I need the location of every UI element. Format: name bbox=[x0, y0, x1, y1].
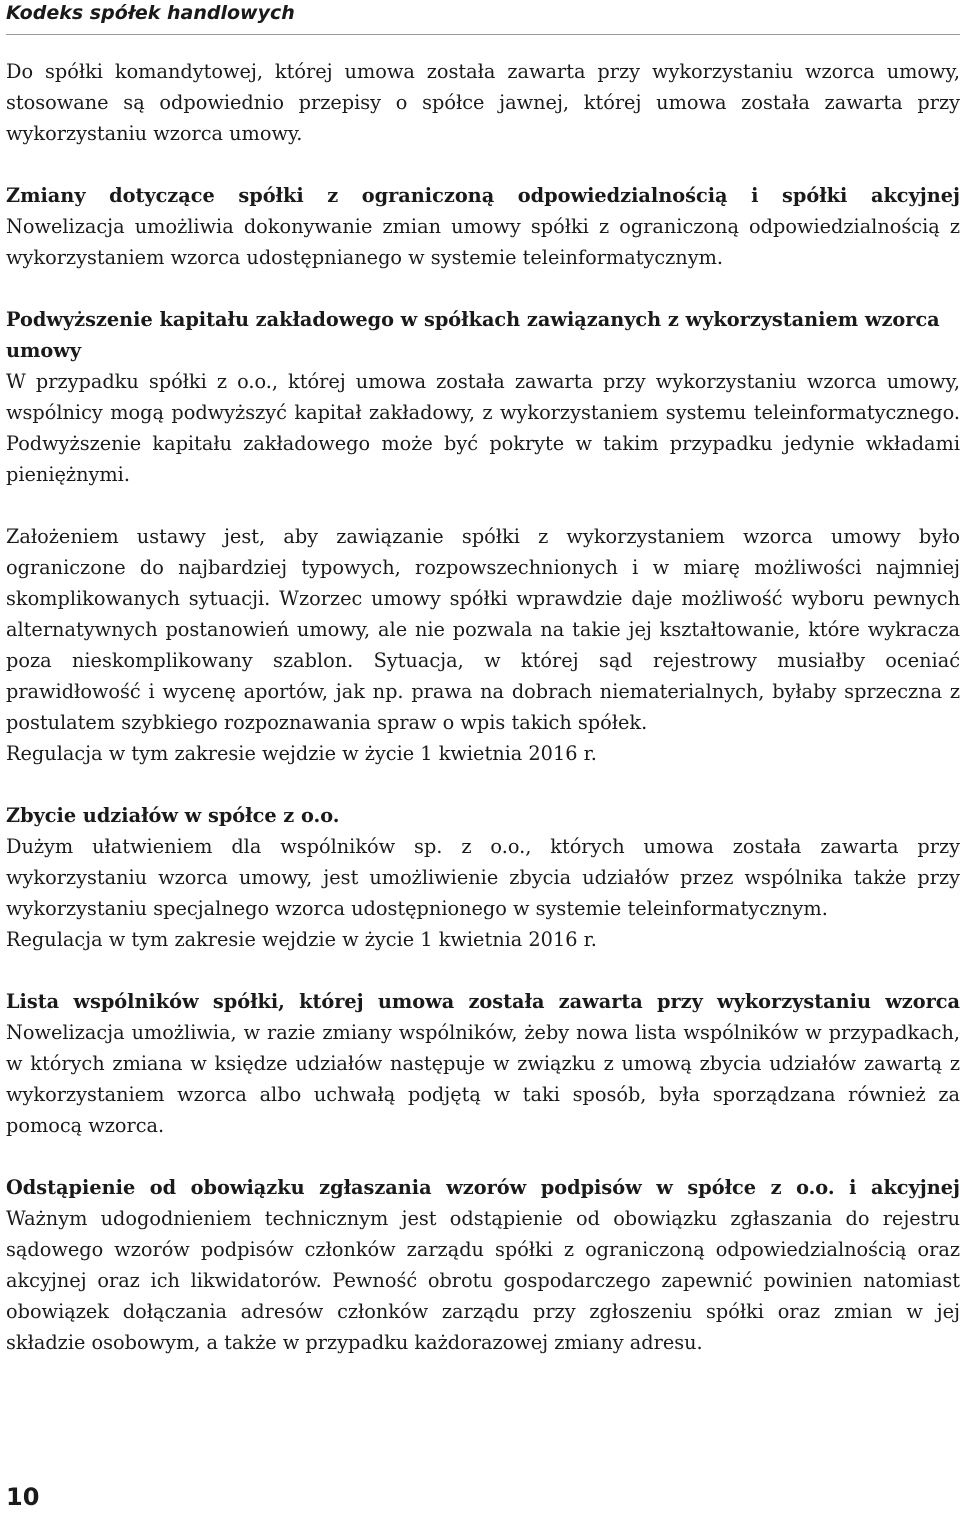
page-number: 10 bbox=[6, 1483, 40, 1511]
body-paragraph: W przypadku spółki z o.o., której umowa została zawarta przy wykorzystaniu wzorca umowy, wspólnicy mogą podwyższyć kapitał zakładowy, z wykorzystaniem systemu teleinformatycznego. Podwyższenie kapitału zakładowego może być pokryte w takim przypadku jedynie wkładami pieniężnymi. bbox=[6, 370, 960, 486]
publication-title: Kodeks spółek handlowych bbox=[6, 2, 295, 24]
document-body bbox=[6, 56, 960, 1358]
effective-date-note: Regulacja w tym zakresie wejdzie w życie 1 kwietnia 2016 r. bbox=[6, 928, 597, 951]
section-zbycie-udzialow bbox=[6, 800, 960, 955]
section-podwyzszenie-kapitalu bbox=[6, 304, 960, 490]
section-heading: Odstąpienie od obowiązku zgłaszania wzorów podpisów w spółce z o.o. i akcyjnej bbox=[6, 1176, 960, 1199]
section-zmiany-umowy bbox=[6, 180, 960, 273]
effective-date-note: Regulacja w tym zakresie wejdzie w życie 1 kwietnia 2016 r. bbox=[6, 742, 597, 765]
body-paragraph: Nowelizacja umożliwia, w razie zmiany wspólników, żeby nowa lista wspólników w przypadkach, w których zmiana w księdze udziałów następuje w związku z umową zbycia udziałów zawartą z wykorzystaniem wzorca albo uchwałą podjętą w taki sposób, była sporządzana również za pomocą wzorca. bbox=[6, 1021, 960, 1137]
body-paragraph: Ważnym udogodnieniem technicznym jest odstąpienie od obowiązku zgłaszania do rejestru sądowego wzorów podpisów członków zarządu spółki z ograniczoną odpowiedzialnością oraz akcyjnej oraz ich likwidatorów. Pewność obrotu gospodarczego zapewnić powinien natomiast obowiązek dołączania adresów członków zarządu przy zgłoszeniu spółki oraz zmian w jej składzie osobowym, a także w przypadku każdorazowej zmiany adresu. bbox=[6, 1207, 960, 1354]
body-paragraph: Założeniem ustawy jest, aby zawiązanie spółki z wykorzystaniem wzorca umowy było ograniczone do najbardziej typowych, rozpowszechnionych i w miarę możliwości najmniej skomplikowanych sytuacji. Wzorzec umowy spółki wprawdzie daje możliwość wyboru pewnych alternatywnych postanowień umowy, ale nie pozwala na takie jej kształtowanie, które wykracza poza nieskomplikowany szablon. Sytuacja, w której sąd rejestrowy musiałby oceniać prawidłowość i wycenę aportów, jak np. prawa na dobrach niematerialnych, byłaby sprzeczna z postulatem szybkiego rozpoznawania spraw o wpis takich spółek. bbox=[6, 525, 960, 734]
section-lista-wspolnikow bbox=[6, 986, 960, 1141]
section-heading: Zmiany dotyczące spółki z ograniczoną odpowiedzialnością i spółki akcyjnej bbox=[6, 184, 960, 207]
section-heading: Lista wspólników spółki, której umowa została zawarta przy wykorzystaniu wzorca bbox=[6, 990, 960, 1013]
running-header bbox=[6, 0, 960, 35]
section-komandytowa bbox=[6, 56, 960, 149]
body-paragraph: Nowelizacja umożliwia dokonywanie zmian umowy spółki z ograniczoną odpowiedzialnością z wykorzystaniem wzorca udostępnianego w systemie teleinformatycznym. bbox=[6, 215, 960, 269]
section-heading: Podwyższenie kapitału zakładowego w spółkach zawiązanych z wykorzystaniem wzorca umowy bbox=[6, 308, 940, 362]
section-wzory-podpisow bbox=[6, 1172, 960, 1358]
section-zalozenie-ustawy bbox=[6, 521, 960, 769]
body-paragraph: Dużym ułatwieniem dla wspólników sp. z o.o., których umowa została zawarta przy wykorzystaniu wzorca umowy, jest umożliwienie zbycia udziałów przez wspólnika także przy wykorzystaniu specjalnego wzorca udostępnionego w systemie teleinformatycznym. bbox=[6, 835, 960, 920]
body-paragraph: Do spółki komandytowej, której umowa została zawarta przy wykorzystaniu wzorca umowy, stosowane są odpowiednio przepisy o spółce jawnej, której umowa została zawarta przy wykorzystaniu wzorca umowy. bbox=[6, 60, 960, 145]
section-heading: Zbycie udziałów w spółce z o.o. bbox=[6, 804, 340, 827]
